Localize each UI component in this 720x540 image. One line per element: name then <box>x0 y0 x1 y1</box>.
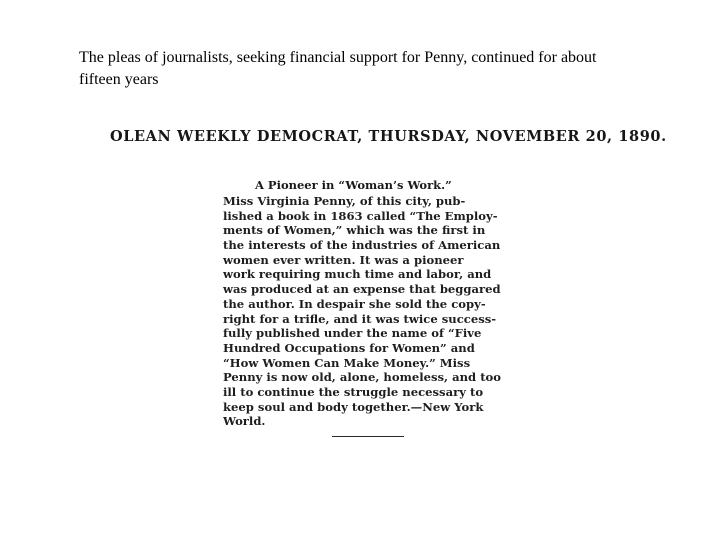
article-end-rule <box>332 436 404 437</box>
article-line: women ever written. It was a pioneer <box>223 252 464 267</box>
article-line: was produced at an expense that beggared <box>223 282 501 297</box>
article-line: Penny is now old, alone, homeless, and too <box>223 370 502 385</box>
newspaper-clipping <box>110 128 667 443</box>
article-line: keep soul and body together.—New York <box>223 399 484 414</box>
article-line: fully published under the name of “Five <box>223 326 482 341</box>
article-line: the author. In despair she sold the copy- <box>223 296 486 311</box>
article-line: ill to continue the struggle necessary to <box>223 384 484 399</box>
article-line: “How Women Can Make Money.” Miss <box>223 355 471 370</box>
slide-caption: The pleas of journalists, seeking financial support for Penny, continued for about fifteen years <box>79 49 597 88</box>
article-body <box>223 194 513 429</box>
article-headline: A Pioneer in “Woman’s Work.” <box>255 178 452 192</box>
article-line: ments of Women,” which was the first in <box>223 223 486 238</box>
article-line: right for a trifle, and it was twice success- <box>223 311 497 326</box>
article-line: World. <box>223 414 266 429</box>
article-line: work requiring much time and labor, and <box>223 267 492 282</box>
newspaper-masthead: OLEAN WEEKLY DEMOCRAT, THURSDAY, NOVEMBER 20, 1890. <box>110 128 667 145</box>
article-line: lished a book in 1863 called “The Employ- <box>223 208 498 223</box>
article-line: the interests of the industries of American <box>223 238 501 253</box>
article-line: Hundred Occupations for Women” and <box>223 340 475 355</box>
article-line: Miss Virginia Penny, of this city, pub- <box>223 194 466 208</box>
